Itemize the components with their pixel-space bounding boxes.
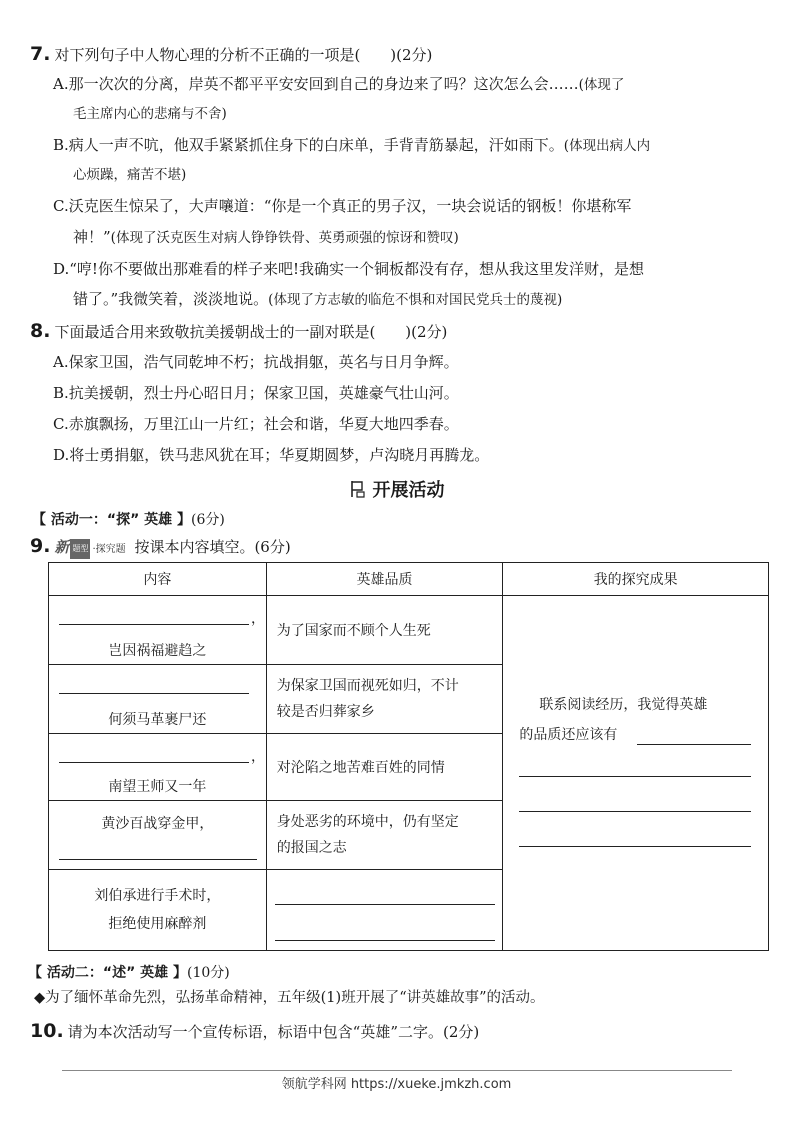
fill-blank[interactable] xyxy=(637,744,751,745)
new-question-type-badge: 新 题型 ·探究题 xyxy=(54,537,125,560)
fill-blank[interactable] xyxy=(275,904,495,905)
quality-cell: 为保家卫国而视死如归，不计 较是否归葬家乡 xyxy=(266,665,503,734)
section-title: 开展活动 xyxy=(0,476,793,503)
q8-option-d: D.将士勇捐躯，铁马悲风犹在耳；华夏期圆梦，卢沟晓月再腾龙。 xyxy=(53,446,490,464)
q7-option-b-note: 心烦躁，痛苦不堪) xyxy=(73,167,187,183)
activity-one-heading: 【 活动一：“探” 英雄 】(6分) xyxy=(32,512,225,528)
quality-cell xyxy=(266,870,503,951)
q7-option-c-cont: 神！”(体现了沃克医生对病人铮铮铁骨、英勇顽强的惊讶和赞叹) xyxy=(73,228,459,246)
table-header: 我的探究成果 xyxy=(503,563,769,596)
q8-stem: 8. 下面最适合用来致敬抗美援朝战士的一副对联是( )(2分) xyxy=(30,320,448,342)
fill-blank[interactable] xyxy=(519,846,751,847)
q7-option-d-cont: 错了。”我微笑着，淡淡地说。(体现了方志敏的临危不惧和对国民党兵士的蔑视) xyxy=(73,290,563,308)
fill-blank[interactable] xyxy=(519,776,751,777)
table-row xyxy=(49,596,769,665)
footer-watermark: 领航学科网 https://xueke.jmkzh.com xyxy=(281,1077,512,1092)
q8-option-a: A.保家卫国，浩气同乾坤不朽；抗战捐躯，英名与日月争辉。 xyxy=(53,353,459,371)
table-header: 英雄品质 xyxy=(266,563,503,596)
quality-cell: 身处恶劣的环境中，仍有坚定 的报国之志 xyxy=(266,801,503,870)
q9-number: 9. xyxy=(30,535,51,557)
fill-blank[interactable] xyxy=(59,624,249,625)
result-cell: 联系阅读经历，我觉得英雄 的品质还应该有 xyxy=(503,596,769,951)
q7-option-d: D.“哼!你不要做出那难看的样子来吧!我确实一个铜板都没有存，想从我这里发洋财，是想 xyxy=(53,260,644,278)
footer-divider xyxy=(62,1070,732,1071)
exploration-table xyxy=(48,562,769,951)
fill-blank[interactable] xyxy=(59,762,249,763)
table-header: 内容 xyxy=(49,563,267,596)
quality-cell: 为了国家而不顾个人生死 xyxy=(266,596,503,665)
q8-number: 8. xyxy=(30,320,51,342)
q7-option-c: C.沃克医生惊呆了，大声嚷道：“你是一个真正的男子汉，一块会说话的钢板！你堪称军 xyxy=(53,197,632,215)
q9-stem: 9. 新 题型 ·探究题 按课本内容填空。(6分) xyxy=(30,536,291,560)
fill-blank[interactable] xyxy=(59,693,249,694)
q7-option-b: B.病人一声不吭，他双手紧紧抓住身下的白床单，手背青筋暴起，汗如雨下。(体现出病人内 xyxy=(53,136,651,154)
q8-option-b: B.抗美援朝，烈士丹心昭日月；保家卫国，英雄豪气壮山河。 xyxy=(53,384,459,402)
q7-stem: 7. 对下列句子中人物心理的分析不正确的一项是( )(2分) xyxy=(30,43,433,65)
table-header-row xyxy=(49,563,769,596)
flag-icon xyxy=(349,480,367,503)
fill-blank[interactable] xyxy=(275,940,495,941)
q10-stem: 10. 请为本次活动写一个宣传标语，标语中包含“英雄”二字。(2分) xyxy=(30,1020,480,1042)
q10-number: 10. xyxy=(30,1020,64,1042)
q7-option-a-note: 毛主席内心的悲痛与不舍) xyxy=(73,106,227,122)
fill-blank[interactable] xyxy=(59,859,257,860)
q7-number: 7. xyxy=(30,43,51,65)
fill-blank[interactable] xyxy=(519,811,751,812)
activity-context: ◆为了缅怀革命先烈，弘扬革命精神，五年级(1)班开展了“讲英雄故事”的活动。 xyxy=(34,990,545,1006)
activity-two-heading: 【 活动二：“述” 英雄 】(10分) xyxy=(28,965,230,981)
content-cell: 何须马革裹尸还 xyxy=(49,665,267,734)
quality-cell: 对沦陷之地苦难百姓的同情 xyxy=(266,734,503,801)
content-cell: 黄沙百战穿金甲， xyxy=(49,801,267,870)
q7-option-a: A.那一次次的分离，岸英不都平平安安回到自己的身边来了吗？这次怎么会……(体现了 xyxy=(53,75,625,93)
q8-option-c: C.赤旗飘扬，万里江山一片红；社会和谐，华夏大地四季春。 xyxy=(53,415,459,433)
content-cell: ， 岂因祸福避趋之 xyxy=(49,596,267,665)
content-cell: 刘伯承进行手术时， 拒绝使用麻醉剂 xyxy=(49,870,267,951)
content-cell: ， 南望王师又一年 xyxy=(49,734,267,801)
